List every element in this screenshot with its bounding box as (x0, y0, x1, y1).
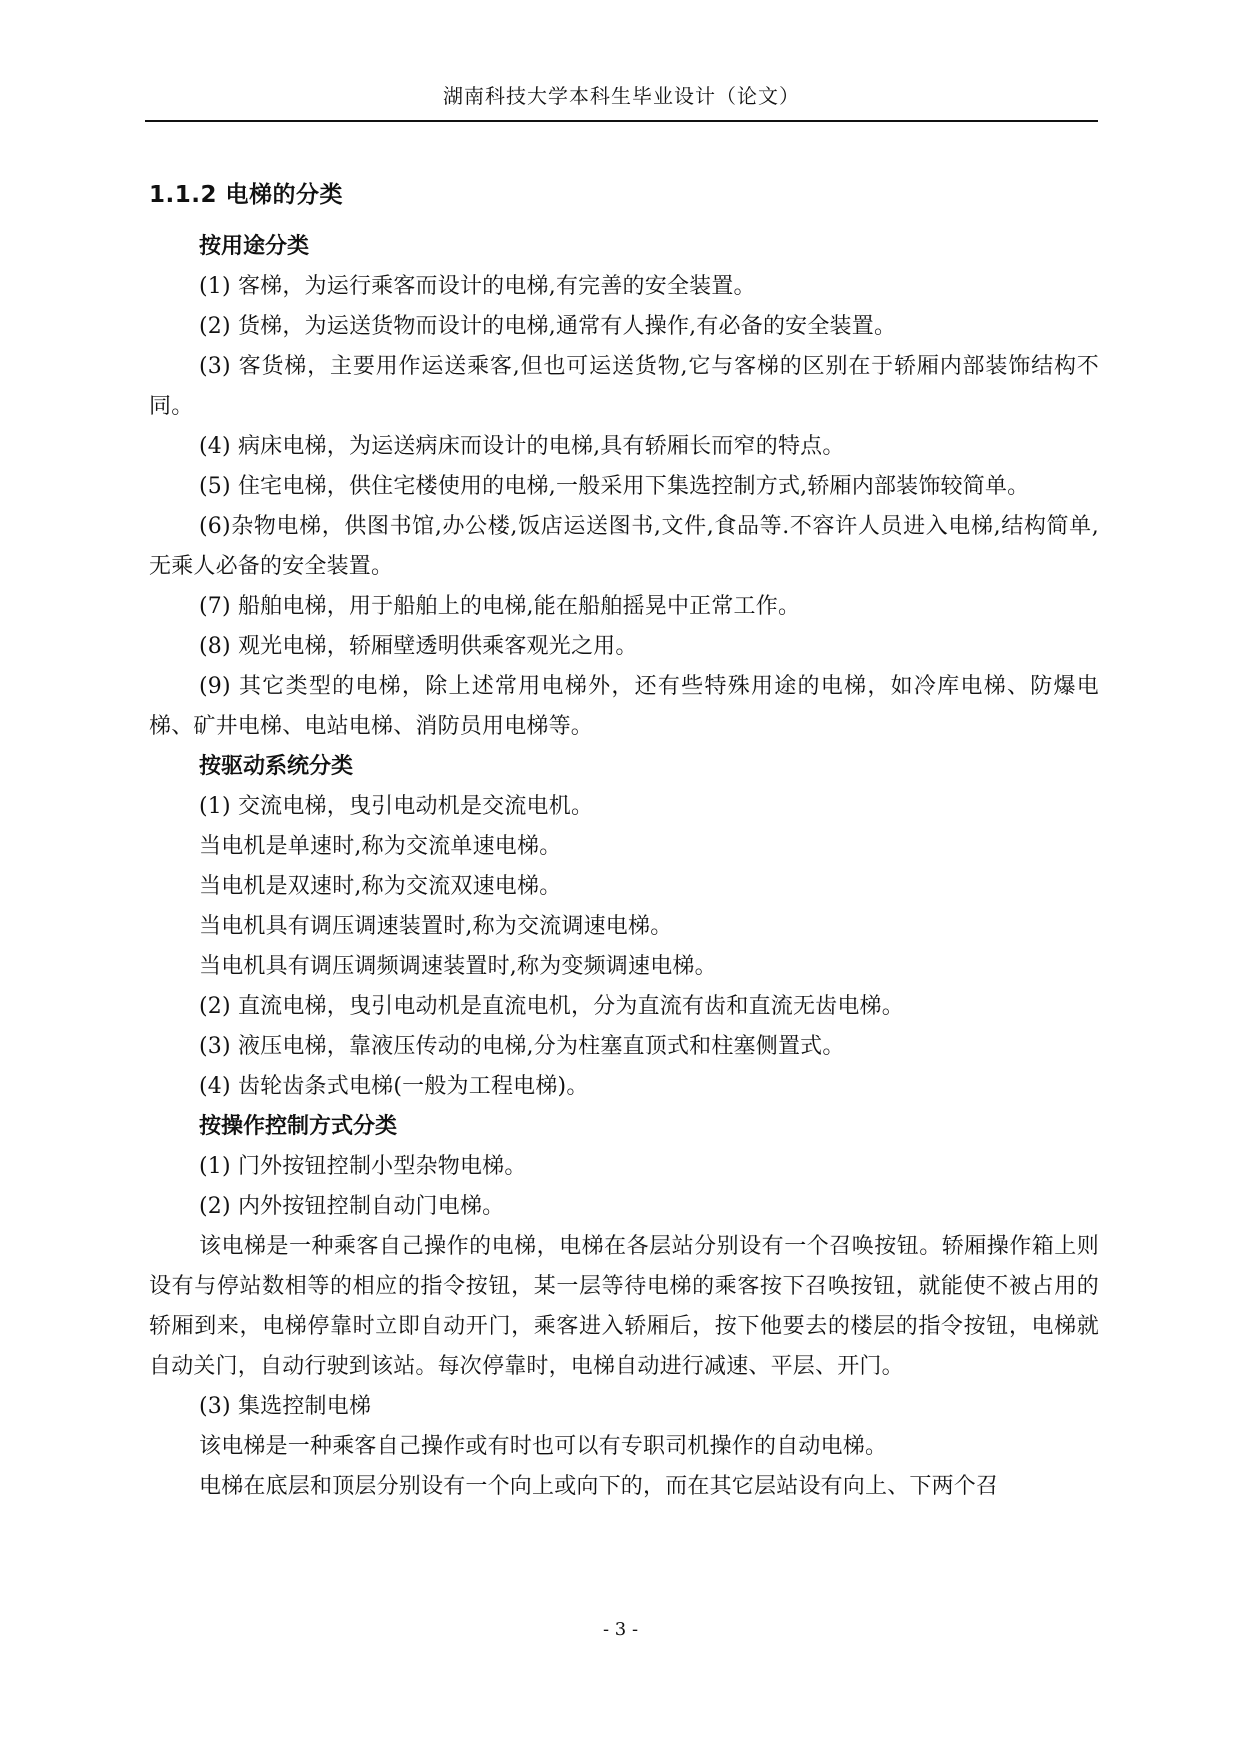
paragraph: 当电机是双速时,称为交流双速电梯。 (199, 874, 562, 899)
page-header (145, 82, 1098, 122)
paragraph: 当电机是单速时,称为交流单速电梯。 (199, 834, 562, 859)
paragraph: (4) 病床电梯，为运送病床而设计的电梯,具有轿厢长而窄的特点。 (199, 434, 845, 459)
subhead-by-drive-system: 按驱动系统分类 (199, 754, 354, 779)
paragraph: (3) 液压电梯，靠液压传动的电梯,分为柱塞直顶式和柱塞侧置式。 (199, 1034, 845, 1059)
header-title: 湖南科技大学本科生毕业设计（论文） (443, 84, 800, 108)
paragraph: (4) 齿轮齿条式电梯(一般为工程电梯)。 (199, 1074, 589, 1099)
paragraph: (8) 观光电梯，轿厢壁透明供乘客观光之用。 (199, 634, 638, 659)
paragraph: (5) 住宅电梯，供住宅楼使用的电梯,一般采用下集选控制方式,轿厢内部装饰较简单。 (199, 474, 1030, 499)
paragraph: (3) 客货梯，主要用作运送乘客,但也可运送货物,它与客梯的区别在于轿厢内部装饰结构不同。 (149, 354, 1099, 419)
paragraph: (3) 集选控制电梯 (199, 1394, 372, 1419)
paragraph: (1) 门外按钮控制小型杂物电梯。 (199, 1154, 527, 1179)
paragraph: (7) 船舶电梯，用于船舶上的电梯,能在船舶摇晃中正常工作。 (199, 594, 801, 619)
paragraph: (9) 其它类型的电梯，除上述常用电梯外，还有些特殊用途的电梯，如冷库电梯、防爆电梯、矿井电梯、电站电梯、消防员用电梯等。 (149, 674, 1099, 739)
paragraph: (2) 直流电梯，曳引电动机是直流电机，分为直流有齿和直流无齿电梯。 (199, 994, 904, 1019)
paragraph: (2) 货梯，为运送货物而设计的电梯,通常有人操作,有必备的安全装置。 (199, 314, 897, 339)
paragraph: 电梯在底层和顶层分别设有一个向上或向下的，而在其它层站设有向上、下两个召 (199, 1474, 999, 1499)
paragraph: (1) 交流电梯，曳引电动机是交流电机。 (199, 794, 594, 819)
paragraph: (2) 内外按钮控制自动门电梯。 (199, 1194, 505, 1219)
paragraph: 当电机具有调压调速装置时,称为交流调速电梯。 (199, 914, 673, 939)
subhead-by-purpose: 按用途分类 (199, 234, 310, 259)
subhead-by-control-mode: 按操作控制方式分类 (199, 1114, 398, 1139)
section-title: 1.1.2 电梯的分类 (149, 182, 343, 208)
paragraph: (1) 客梯，为运行乘客而设计的电梯,有完善的安全装置。 (199, 274, 756, 299)
paragraph: 当电机具有调压调频调速装置时,称为变频调速电梯。 (199, 954, 717, 979)
paragraph: 该电梯是一种乘客自己操作的电梯，电梯在各层站分别设有一个召唤按钮。轿厢操作箱上则设有与停站数相等的相应的指令按钮，某一层等待电梯的乘客按下召唤按钮，就能使不被占用的轿厢到来，电梯停靠时立即自动开门，乘客进入轿厢后，按下他要去的楼层的指令按钮，电梯就自动关门，自动行驶到该站。每次停靠时，电梯自动进行减速、平层、开门。 (149, 1234, 1099, 1379)
document-body (149, 175, 1099, 1507)
paragraph: 该电梯是一种乘客自己操作或有时也可以有专职司机操作的自动电梯。 (199, 1434, 888, 1459)
page-number: - 3 - (602, 1619, 639, 1640)
paragraph: (6)杂物电梯，供图书馆,办公楼,饭店运送图书,文件,食品等.不容许人员进入电梯,结构简单,无乘人必备的安全装置。 (149, 514, 1099, 579)
